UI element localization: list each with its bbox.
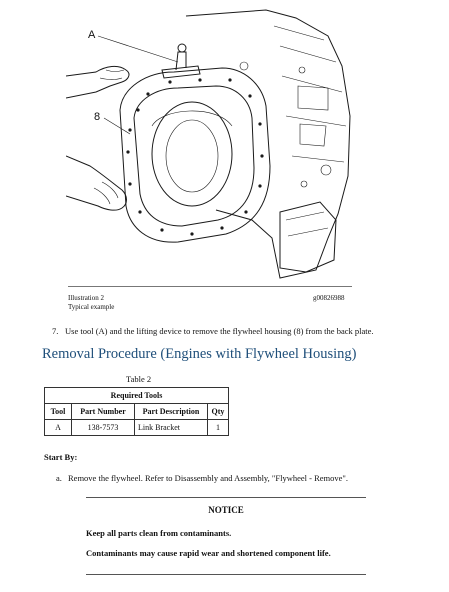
step-7 — [52, 326, 374, 336]
notice-bottom-rule — [86, 574, 366, 575]
illustration-subtitle: Typical example — [68, 303, 115, 311]
cell-tool: A — [45, 420, 72, 436]
notice-line-1: Keep all parts clean from contaminants. — [86, 528, 232, 538]
step-text: Use tool (A) and the lifting device to remove the flywheel housing (8) from the back plate. — [65, 326, 374, 336]
required-tools-table — [44, 387, 229, 436]
table-caption: Table 2 — [126, 374, 152, 384]
step-number: 7. — [52, 326, 59, 336]
start-by-item-text: Remove the flywheel. Refer to Disassembly and Assembly, "Flywheel - Remove". — [68, 473, 348, 483]
start-by-label: Start By: — [44, 452, 78, 462]
callout-a-label: A — [88, 29, 96, 41]
notice-title: NOTICE — [208, 505, 244, 515]
illustration-image-id: g00826988 — [313, 294, 345, 302]
start-by-item-letter: a. — [56, 473, 62, 483]
cell-description: Link Bracket — [135, 420, 208, 436]
illustration-rule — [68, 286, 352, 287]
header-part-description: Part Description — [135, 404, 208, 420]
flywheel-housing-illustration — [66, 6, 356, 284]
table-title: Required Tools — [45, 388, 229, 404]
header-qty: Qty — [208, 404, 229, 420]
notice-line-2: Contaminants may cause rapid wear and shortened component life. — [86, 548, 331, 558]
header-part-number: Part Number — [72, 404, 135, 420]
cell-part-number: 138-7573 — [72, 420, 135, 436]
callout-8-label: 8 — [94, 111, 101, 123]
illustration-title: Illustration 2 — [68, 294, 104, 302]
header-tool: Tool — [45, 404, 72, 420]
notice-top-rule — [86, 497, 366, 498]
section-title: Removal Procedure (Engines with Flywheel Housing) — [42, 346, 357, 362]
table-row — [45, 420, 229, 436]
illustration-caption — [68, 294, 114, 312]
cell-qty: 1 — [208, 420, 229, 436]
start-by-item — [56, 473, 348, 483]
